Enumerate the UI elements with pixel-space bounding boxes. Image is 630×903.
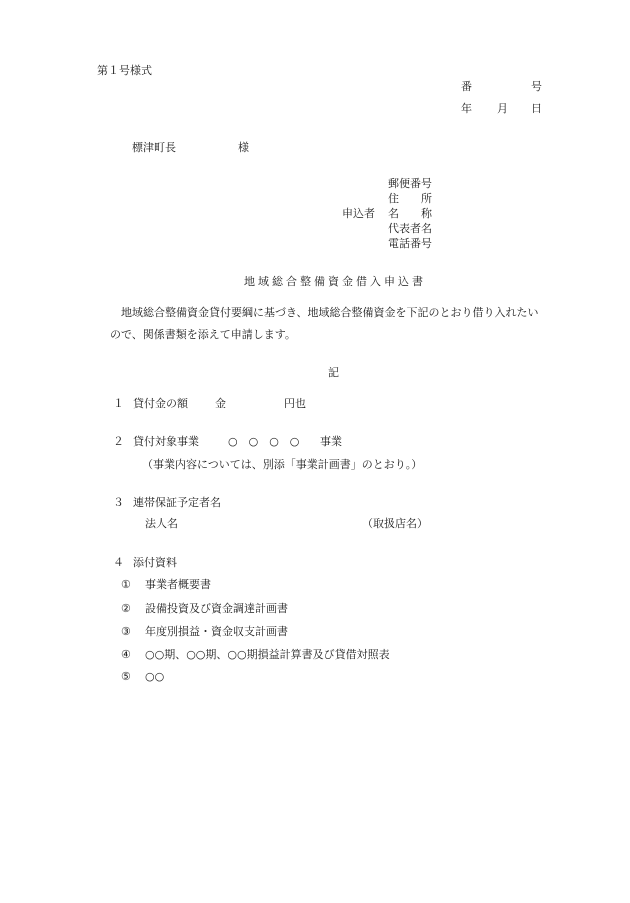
item3-corp: 法人名 [145,517,178,530]
item4-label: 添付資料 [133,556,177,569]
item3-number: ３ [113,496,124,509]
attachment-text: 設備投資及び資金調達計画書 [145,602,288,615]
document-title: 地域総合整備資金借入申込書 [244,275,426,288]
attachment-mark: ④ [121,648,131,661]
item2-note: （事業内容については、別添「事業計画書」のとおり。） [142,458,423,471]
applicant-field: 電話番号 [388,237,432,250]
applicant-field: 名 称 [388,207,432,220]
item2-label: 貸付対象事業 [133,435,199,448]
addressee-honorific: 様 [238,141,249,154]
date-year: 年 [461,102,472,115]
item1-label: 貸付金の額 [133,397,188,410]
applicant-field: 代表者名 [388,222,432,235]
item3-label: 連帯保証予定者名 [133,496,221,509]
attachment-mark: ② [121,602,131,615]
doc-number-ban: 番 [461,80,472,93]
date-month: 月 [497,102,508,115]
date-day: 日 [531,102,542,115]
item1-number: １ [113,397,124,410]
item1-kin: 金 [215,397,226,410]
applicant-field: 住 所 [388,192,432,205]
applicant-label: 申込者 [342,207,375,220]
attachment-mark: ⑤ [121,670,131,683]
attachment-text: ○○ [145,670,165,683]
attachment-text: 事業者概要書 [145,578,211,591]
item2-suffix: 事業 [320,435,342,448]
form-number: 第１号様式 [97,64,152,77]
attachment-mark: ① [121,578,131,591]
attachment-text: ○○期、○○期、○○期損益計算書及び貸借対照表 [145,648,390,661]
ki-heading: 記 [328,366,339,379]
body-text-line2: ので、関係書類を添えて申請します。 [110,328,296,341]
item3-branch: （取扱店名） [362,517,428,530]
attachment-text: 年度別損益・資金収支計画書 [145,625,288,638]
item1-enya: 円也 [284,397,306,410]
attachment-mark: ③ [121,625,131,638]
body-text-line1: 地域総合整備資金貸付要綱に基づき、地域総合整備資金を下記のとおり借り入れたい [121,306,539,319]
doc-number-go: 号 [531,80,542,93]
item4-number: ４ [113,556,124,569]
item2-circles: ○ ○ ○ ○ [228,435,300,448]
applicant-field: 郵便番号 [388,177,432,190]
addressee-name: 標津町長 [132,141,176,154]
item2-number: ２ [113,435,124,448]
